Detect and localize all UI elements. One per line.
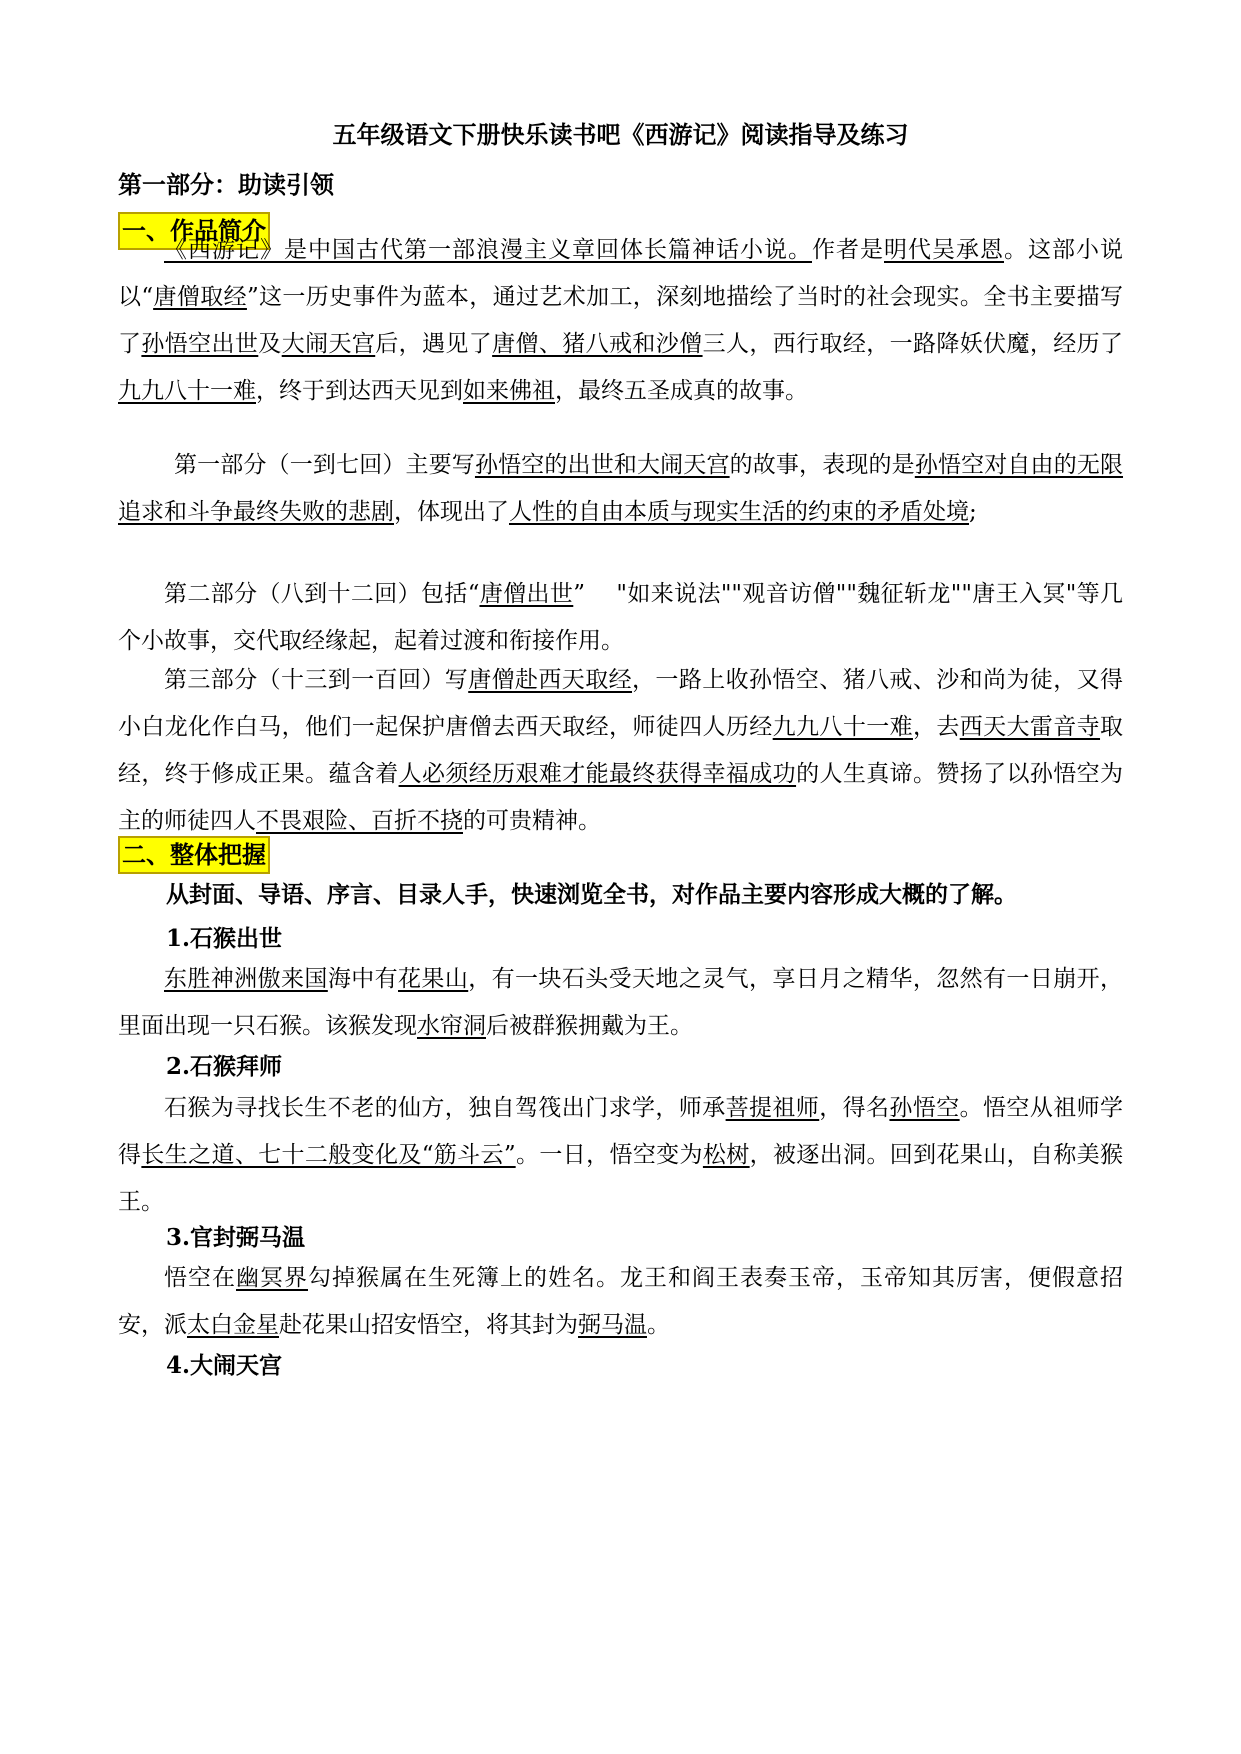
underlined-phrase: 九九八十一难 xyxy=(118,378,256,404)
text-run: 的可贵精神。 xyxy=(463,808,601,834)
text-run: 后被群猴拥戴为王。 xyxy=(486,1013,693,1039)
text-run: 及 xyxy=(258,331,282,357)
text-run: ，有一块石头受天地之灵气，享日月之精华，忽然有一日崩开，里面出现一只石猴。该猴发现 xyxy=(118,966,1124,1039)
item-heading-4: 4.大闹天宫 xyxy=(166,1352,283,1379)
section-heading-intro: 一、作品简介 xyxy=(118,212,270,250)
text-run: ，被逐出洞。回到花果山，自称美猴王。 xyxy=(118,1142,1124,1215)
item-heading-2: 2.石猴拜师 xyxy=(166,1053,283,1080)
item-text-3 xyxy=(118,1255,1123,1349)
underlined-phrase: 孙悟空对自由的无限追求和斗争最终失败的悲剧 xyxy=(118,452,1124,525)
underlined-phrase: 孙悟空出世 xyxy=(141,331,259,357)
underlined-phrase: 东胜神洲傲来国 xyxy=(164,966,328,992)
underlined-phrase: 明代吴承恩 xyxy=(884,237,1004,263)
underlined-phrase: 九九八十一难 xyxy=(772,714,913,740)
text-run: 。这部小说以“ xyxy=(118,237,1123,310)
underlined-phrase: 太白金星 xyxy=(187,1312,279,1338)
text-run: ; xyxy=(969,499,977,525)
text-run: 的人生真谛。赞扬了以孙悟空为主的师徒四人 xyxy=(118,761,1124,834)
text-run: 第二部分（八到十二回）包括“ xyxy=(164,581,480,607)
underlined-phrase: 唐僧赴西天取经 xyxy=(468,667,633,693)
text-run: 取经，终于修成正果。蕴含着 xyxy=(118,714,1124,787)
underlined-phrase: 唐僧取经 xyxy=(153,284,247,310)
text-run: 后，遇见了 xyxy=(375,331,493,357)
underlined-phrase: 唐僧出世 xyxy=(479,581,574,607)
underlined-phrase: 菩提祖师 xyxy=(725,1095,820,1121)
underlined-phrase: 水帘洞 xyxy=(417,1013,486,1039)
underlined-phrase: 孙悟空 xyxy=(889,1095,960,1121)
text-run: ，体现出了 xyxy=(394,499,509,525)
item-text-1 xyxy=(118,956,1123,1050)
text-run: 赴花果山招安悟空，将其封为 xyxy=(279,1312,578,1338)
underlined-phrase: 孙悟空的出世和大闹天宫 xyxy=(474,452,730,478)
underlined-phrase: 大闹天宫 xyxy=(281,331,376,357)
text-run: 。悟空从祖师学得 xyxy=(118,1095,1124,1168)
text-run: 第一部分（一到七回）主要写 xyxy=(174,452,475,478)
underlined-phrase: 人性的自由本质与现实生活的约束的矛盾处境 xyxy=(509,499,969,525)
intro-paragraph-4 xyxy=(118,657,1123,845)
text-run: 。一日，悟空变为 xyxy=(515,1142,703,1168)
document-title: 五年级语文下册快乐读书吧《西游记》阅读指导及练习 xyxy=(332,120,909,149)
section-heading-overview: 二、整体把握 xyxy=(118,836,270,874)
underlined-phrase: 长生之道、七十二般变化及“筋斗云” xyxy=(141,1142,516,1168)
item-text-2 xyxy=(118,1085,1123,1226)
underlined-phrase: 唐僧、猪八戒和沙僧 xyxy=(492,331,703,357)
text-run: ，终于到达西天见到 xyxy=(256,378,463,404)
part-heading: 第一部分：助读引领 xyxy=(118,170,334,199)
text-run: 石猴为寻找长生不老的仙方，独自驾筏出门求学，师承 xyxy=(164,1095,726,1121)
underlined-phrase: 西天大雷音寺 xyxy=(959,714,1101,740)
text-run: 的故事，表现的是 xyxy=(729,452,915,478)
text-run: 勾掉猴属在生死簿上的姓名。龙王和阎王表奏玉帝，玉帝知其厉害，便假意招安，派 xyxy=(118,1265,1123,1338)
intro-paragraph-3 xyxy=(118,571,1123,665)
underlined-phrase: 松树 xyxy=(702,1142,750,1168)
item-heading-1: 1.石猴出世 xyxy=(166,925,283,952)
item-heading-3: 3.官封弼马温 xyxy=(166,1224,306,1251)
underlined-phrase: 《西游记》是中国古代第一部浪漫主义章回体长篇神话小说。 xyxy=(164,237,812,263)
text-run: 作者是 xyxy=(812,237,884,263)
underlined-phrase: 不畏艰险、百折不挠 xyxy=(256,808,463,834)
overview-lead: 从封面、导语、序言、目录人手，快速浏览全书，对作品主要内容形成大概的了解。 xyxy=(166,881,1017,908)
intro-paragraph-2 xyxy=(118,442,1123,536)
text-run: ” "如来说法""观音访僧""魏征斩龙""唐王入冥"等几个小故事，交代取经缘起，起着过渡和衔接作用。 xyxy=(118,581,1124,654)
text-run: ，去 xyxy=(912,714,960,740)
text-run: ，得名 xyxy=(819,1095,890,1121)
text-run: ，一路上收孙悟空、猪八戒、沙和尚为徒，又得小白龙化作白马，他们一起保护唐僧去西天取经，师徒四人历经 xyxy=(118,667,1124,740)
underlined-phrase: 弼马温 xyxy=(578,1312,647,1338)
underlined-phrase: 花果山 xyxy=(398,966,469,992)
text-run: ，最终五圣成真的故事。 xyxy=(555,378,808,404)
text-run: 。 xyxy=(647,1312,670,1338)
text-run: 海中有 xyxy=(327,966,399,992)
underlined-phrase: 幽冥界 xyxy=(236,1265,308,1291)
text-run: ”这一历史事件为蓝本，通过艺术加工，深刻地描绘了当时的社会现实。全书主要描写了 xyxy=(118,284,1124,357)
underlined-phrase: 如来佛祖 xyxy=(463,378,555,404)
text-run: 第三部分（十三到一百回）写 xyxy=(164,667,469,693)
text-run: 悟空在 xyxy=(164,1265,236,1291)
text-run: 三人，西行取经，一路降妖伏魔，经历了 xyxy=(702,331,1124,357)
intro-paragraph-1 xyxy=(118,227,1123,415)
underlined-phrase: 人必须经历艰难才能最终获得幸福成功 xyxy=(398,761,797,787)
